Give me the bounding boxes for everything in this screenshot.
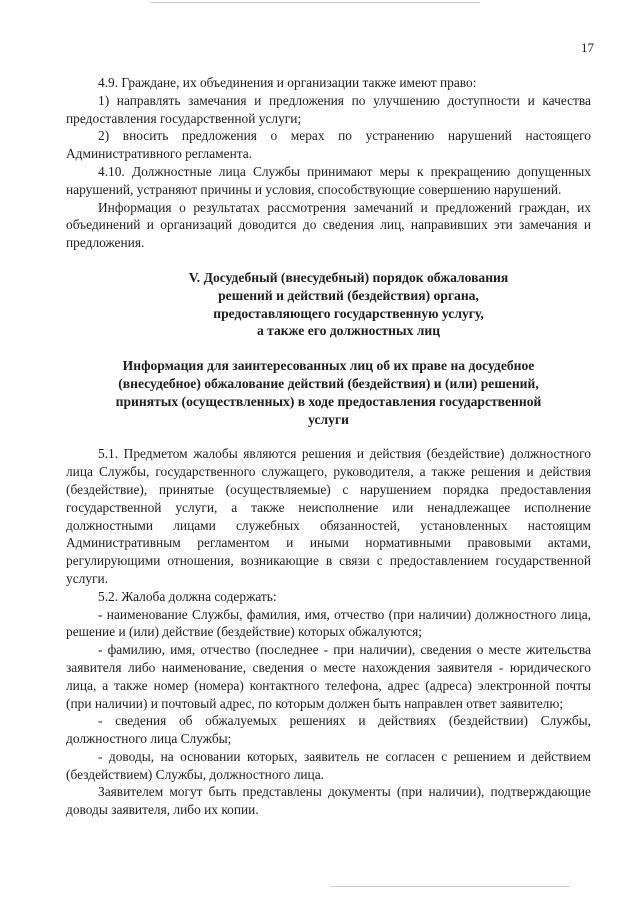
paragraph-5-1: 5.1. Предметом жалобы являются решения и действия (бездействие) должностного лица Службы, государственного служащего, руководителя, а также решения и действия (бездействие), принятые (осуществляемые) с нарушением порядка предоставления государственной услуги, а также неисполнение или ненадлежащее исполнение должностными лицами служебных обязанностей, установленных настоящим Административным регламентом и иными нормативными правовыми актами, регулирующими отношения, возникающие в связи с предоставлением государственной услуги. — [66, 446, 591, 586]
page-number: 17 — [581, 40, 594, 55]
list-item-arguments: - доводы, на основании которых, заявитель не согласен с решением и действием (бездействием) Службы, должностного лица. — [66, 748, 591, 782]
scan-edge-bottom — [330, 886, 570, 887]
paragraph-5-2: 5.2. Жалоба должна содержать: — [98, 588, 277, 604]
paragraph-documents: Заявителем могут быть представлены документы (при наличии), подтверждающие доводы заявителя, либо их копии. — [66, 784, 591, 818]
paragraph-4-9-item-1: 1) направлять замечания и предложения по улучшению доступности и качества предоставления государственной услуги; — [66, 92, 591, 126]
info-heading-line-3: принятых (осуществленных) в ходе предоставления государственной — [115, 393, 542, 409]
section-5-heading-line-4: а также его должностных лиц — [256, 323, 441, 339]
spacer — [66, 252, 591, 269]
section-5-heading-line-2: решений и действий (бездействия) органа, — [218, 287, 479, 303]
section-5-heading-line-3: предоставляющего государственную услугу, — [213, 305, 484, 321]
section-5-heading-line-1: V. Досудебный (внесудебный) порядок обжалования — [188, 269, 509, 285]
paragraph-4-9: 4.9. Граждане, их объединения и организации также имеют право: — [98, 75, 477, 90]
paragraph-4-10: 4.10. Должностные лица Службы принимают меры к прекращению допущенных нарушений, устраняют причины и условия, способствующие совершению нарушений. — [66, 163, 591, 197]
paragraph-4-9-item-2: 2) вносить предложения о мерах по устранению нарушений настоящего Административного регламента. — [66, 128, 591, 162]
spacer — [66, 428, 591, 445]
list-item-applicant: - фамилию, имя, отчество (последнее - при наличии), сведения о месте жительства заявителя либо наименование, сведения о месте нахождения заявителя - юридического лица, а также номер (номера) контактного телефона, адрес (адреса) электронной почты (при наличии) и почтовый адрес, по которым должен быть направлен ответ заявителю; — [66, 642, 591, 711]
paragraph-information: Информация о результатах рассмотрения замечаний и предложений граждан, их объединений и организаций доводится до сведения лиц, направивших эти замечания и предложения. — [66, 199, 591, 251]
info-heading-line-1: Информация для заинтересованных лиц об их праве на досудебное — [122, 358, 535, 374]
list-item-decisions: - сведения об обжалуемых решениях и действиях (бездействии) Службы, должностного лица Службы; — [66, 713, 591, 747]
scan-edge-top — [150, 2, 480, 3]
page-content — [66, 74, 591, 819]
info-heading-line-4: услуги — [308, 411, 349, 427]
info-heading-line-2: (внесудебное) обжалование действий (бездействия) и (или) решений, — [118, 375, 539, 391]
spacer — [66, 340, 591, 357]
list-item-name: - наименование Службы, фамилия, имя, отчество (при наличии) должностного лица, решение и (или) действие (бездействие) которых обжалуются; — [66, 606, 591, 640]
